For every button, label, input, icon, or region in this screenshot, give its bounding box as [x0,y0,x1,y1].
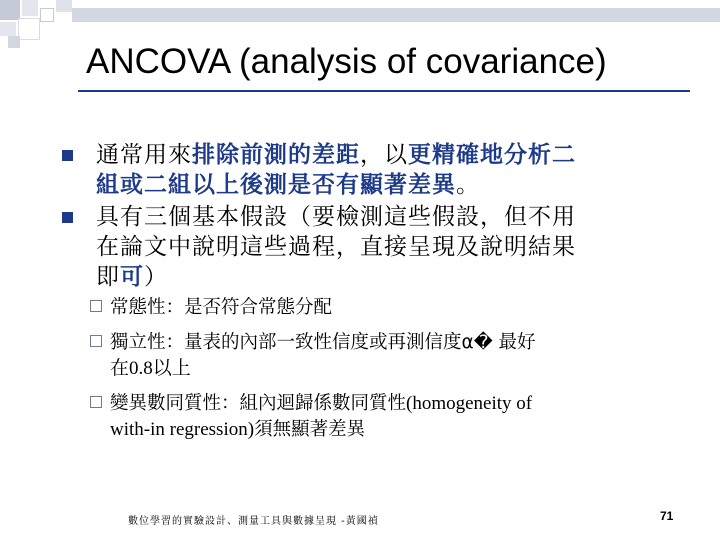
subbullet-line: 獨立性：量表的內部一致性信度或再測信度α� 最好 [110,332,536,353]
emphasis-text: 可 [120,264,144,290]
checkbox-bullet-icon [90,396,102,408]
decor-square [56,0,72,12]
slide-title: ANCOVA (analysis of covariance) [86,42,607,81]
text-run: 即 [96,264,120,290]
bullet-line: 具有三個基本假設（要檢測這些假設，但不用 [96,204,576,230]
decor-square [22,0,38,16]
bullet-line: 在論文中說明這些過程，直接呈現及說明結果 [96,234,576,260]
text-run: 通常用來 [96,142,192,168]
slide-footer: 數位學習的實驗設計、測量工具與數據呈現 -黃國禎 [128,516,379,527]
subbullet-line: 常態性：是否符合常態分配 [110,297,333,318]
subbullet-line [110,417,365,443]
bullet-line [96,170,480,200]
page-number: 71 [660,509,674,523]
decor-square [0,22,16,36]
checkbox-bullet-icon [90,300,102,312]
text-run: 。 [456,172,480,198]
text-run: 變異數同質性：組內迴歸係數同質性 [110,393,407,414]
decor-square [0,0,20,20]
bullet-line [96,140,576,170]
emphasis-text: 組或二組以上後測是否有顯著差異 [96,172,456,198]
decor-square-outline [18,18,40,40]
square-bullet-icon [62,150,73,161]
title-rule [78,90,690,92]
decor-square-outline [40,8,54,22]
decor-square [8,36,20,48]
text-run: 須無顯著差異 [254,419,366,440]
square-bullet-icon [62,212,73,223]
subbullet-line [110,391,532,417]
bullet-line [96,262,168,292]
text-run: (homogeneity of [406,393,533,414]
subbullet-line: 在0.8以上 [110,358,191,379]
emphasis-text: 更精確地分析二 [408,142,576,168]
checkbox-bullet-icon [90,335,102,347]
text-run: ，以 [360,142,408,168]
emphasis-text: 排除前測的差距 [192,142,360,168]
text-run: ） [144,264,168,290]
decor-top-bar [72,8,720,22]
text-run: with-in regression) [110,419,255,440]
